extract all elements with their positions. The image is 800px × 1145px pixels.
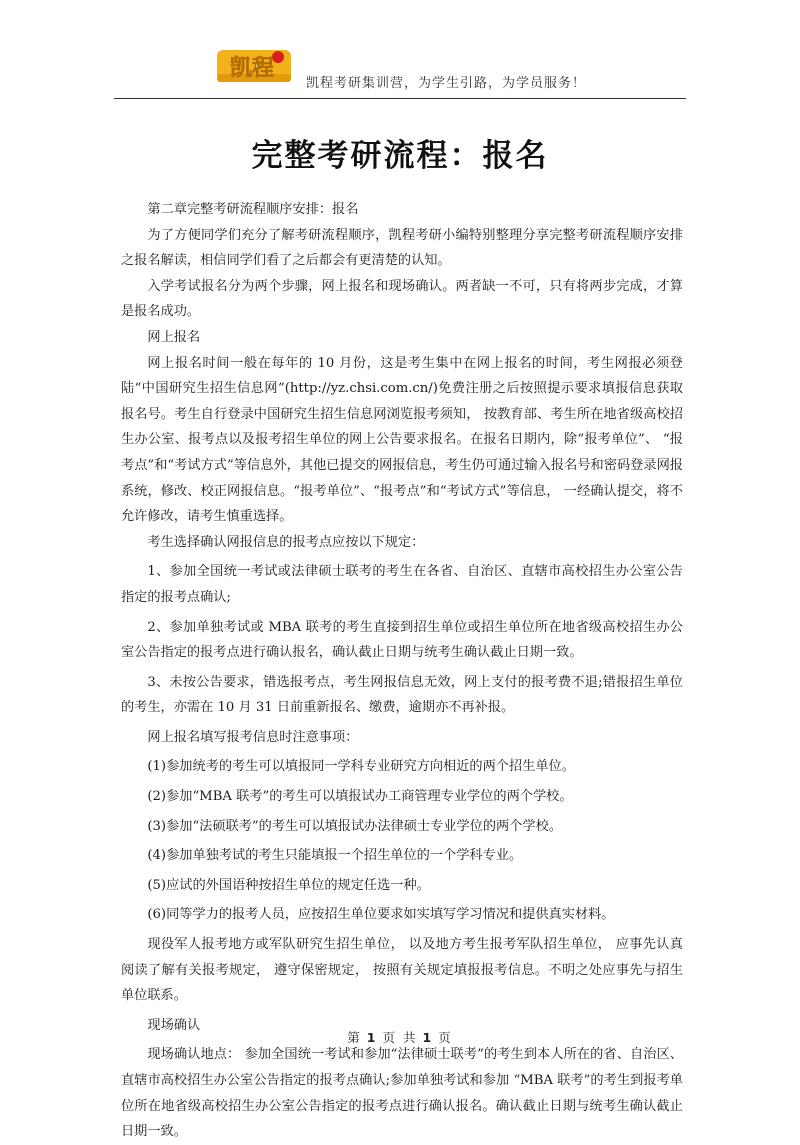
footer-total-pages: 1 (422, 1030, 434, 1045)
intro-paragraph: 为了方便同学们充分了解考研流程顺序，凯程考研小编特别整理分享完整考研流程顺序安排之报名解读，相信同学们看了之后都会有更清楚的认知。 (121, 227, 683, 269)
section-heading-onsite: 现场确认 (147, 1017, 201, 1033)
page-header (0, 0, 800, 102)
header-divider (114, 98, 686, 99)
kaicheng-logo (214, 44, 294, 88)
note-item-6: (6)同等学力的报考人员，应按招生单位要求如实填写学习情况和提供真实材料。 (147, 907, 615, 923)
section-heading-online: 网上报名 (147, 329, 201, 345)
footer-mid: 页 共 (382, 1030, 418, 1045)
rules-intro: 考生选择确认网报信息的报考点应按以下规定： (147, 534, 425, 550)
online-registration-paragraph: 网上报名时间一般在每年的 10 月份，这是考生集中在网上报名的时间，考生网报必须登陆“中国研究生招生信息网”(http://yz.chsi.com.cn/)免费注册之后按照提示要求填报信息获取报名号。考生自行登录中国研究生招生信息网浏览报考须知， 按教育部、考生所在地省级高校招生办公室、报考点以及报考招生单位的网上公告要求报名。在报名日期内，除“报考单位”、 “报考点”和“考试方式”等信息外，其他已提交的网报信息，考生仍可通过输入报名号和密码登录网报系统，修改、校正网报信息。“报考单位”、“报考点”和“考试方式”等信息， 一经确认提交，将不允许修改，请考生慎重选择。 (121, 355, 683, 525)
footer-page-number: 1 (366, 1030, 378, 1045)
note-item-2: (2)参加“MBA 联考”的考生可以填报试办工商管理专业学位的两个学校。 (147, 789, 573, 805)
onsite-confirmation-paragraph: 现场确认地点： 参加全国统一考试和参加“法律硕士联考”的考生到本人所在的省、自治区、直辖市高校招生办公室公告指定的报考点确认;参加单独考试和参加 “MBA 联考”的考生到报考单位所在地省级高校招生办公室公告指定的报考点进行确认报名。确认截止日期与统考生确认截止日期一致。 (121, 1047, 683, 1140)
steps-paragraph: 入学考试报名分为两个步骤，网上报名和现场确认。两者缺一不可，只有将两步完成，才算是报名成功。 (121, 278, 683, 320)
note-item-4: (4)参加单独考试的考生只能填报一个招生单位的一个学科专业。 (147, 848, 523, 864)
footer-suffix: 页 (438, 1030, 453, 1045)
chapter-heading: 第二章完整考研流程顺序安排：报名 (147, 202, 359, 217)
header-tagline: 凯程考研集训营，为学生引路，为学员服务！ (306, 76, 587, 91)
note-item-1: (1)参加统考的考生可以填报同一学科专业研究方向相近的两个招生单位。 (147, 759, 575, 775)
note-item-3: (3)参加“法硕联考”的考生可以填报试办法律硕士专业学位的两个学校。 (147, 818, 562, 834)
logo-text: 凯程 (229, 56, 275, 81)
footer-prefix: 第 (347, 1030, 362, 1045)
page-title: 完整考研流程：报名 (251, 138, 549, 174)
note-item-5: (5)应试的外国语种按招生单位的规定任选一种。 (147, 877, 430, 893)
notes-heading: 网上报名填写报考信息时注意事项： (147, 729, 359, 745)
military-paragraph: 现役军人报考地方或军队研究生招生单位， 以及地方考生报考军队招生单位， 应事先认真阅读了解有关报考规定， 遵守保密规定， 按照有关规定填报报考信息。不明之处应事先与招生单位联系。 (121, 937, 683, 1004)
document-body (121, 197, 683, 1145)
page-footer (0, 1028, 800, 1046)
rule-item-1: 1、参加全国统一考试或法律硕士联考的考生在各省、自治区、直辖市高校招生办公室公告指定的报考点确认; (121, 564, 683, 605)
rule-item-3: 3、未按公告要求，错选报考点，考生网报信息无效，网上支付的报考费不退;错报招生单位的考生，亦需在 10 月 31 日前重新报名、缴费，逾期亦不再补报。 (121, 674, 683, 716)
rule-item-2: 2、参加单独考试或 MBA 联考的考生直接到招生单位或招生单位所在地省级高校招生办公室公告指定的报考点进行确认报名，确认截止日期与统考生确认截止日期一致。 (121, 619, 683, 661)
